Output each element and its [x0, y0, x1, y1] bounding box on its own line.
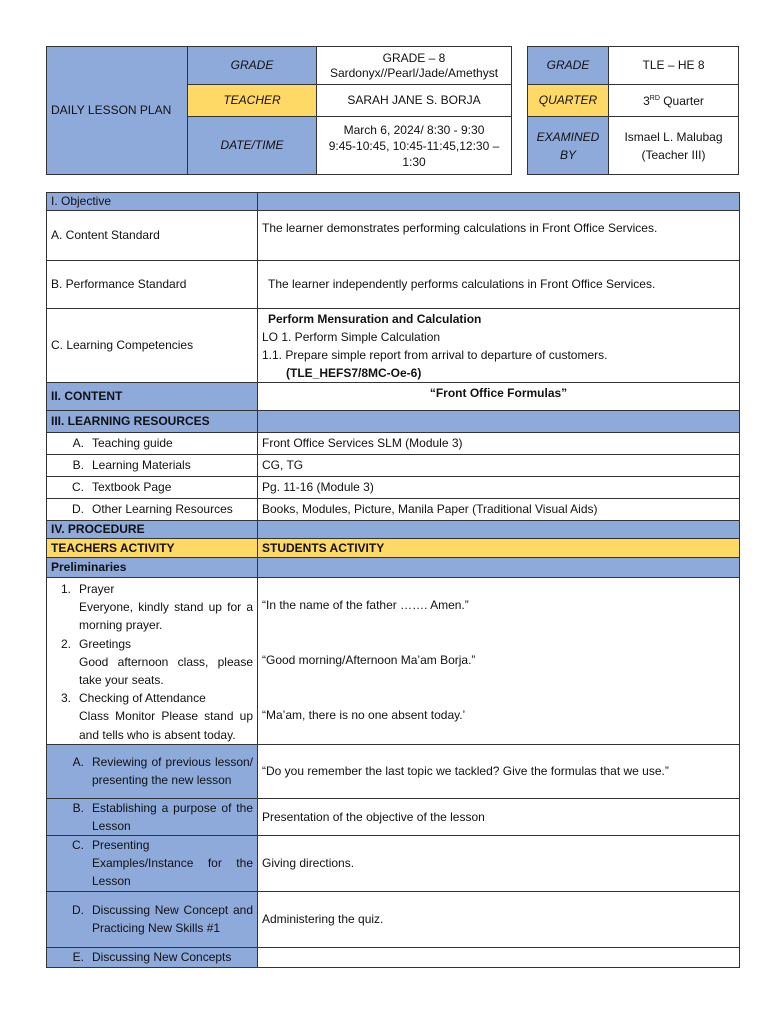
resource-label — [47, 499, 258, 521]
grade-value-line1: GRADE – 8 — [382, 51, 446, 65]
procedure-step-label — [47, 947, 258, 967]
examiner-line2: (Teacher III) — [641, 147, 706, 162]
quarter-word: Quarter — [659, 94, 704, 109]
datetime-label: DATE/TIME — [188, 117, 317, 175]
students-activity-header: STUDENTS ACTIVITY — [258, 539, 740, 558]
resource-mark: B. — [72, 458, 84, 473]
step-label-text: Presenting Examples/Instance for the Lesson — [92, 838, 253, 889]
preliminaries-heading: Preliminaries — [47, 558, 258, 578]
prelim-title: Greetings — [79, 636, 132, 651]
competency-title: Perform Mensuration and Calculation — [268, 311, 482, 326]
content-value: “Front Office Formulas” — [258, 383, 740, 411]
examined-label — [528, 117, 609, 175]
teacher-label: TEACHER — [188, 85, 317, 117]
prelim-num: 2. — [60, 636, 71, 651]
step-label-text: Discussing New Concepts — [92, 950, 232, 965]
right-grade-label: GRADE — [528, 47, 609, 85]
resource-label — [47, 433, 258, 455]
teacher-value: SARAH JANE S. BORJA — [317, 85, 512, 117]
competencies-label: C. Learning Competencies — [47, 309, 258, 383]
resource-mark: C. — [72, 480, 84, 495]
procedure-step-student: Presentation of the objective of the lesson — [258, 798, 740, 835]
resources-heading: III. LEARNING RESOURCES — [47, 411, 258, 433]
step-label-text: Discussing New Concept and Practicing New Skills #1 — [92, 903, 253, 936]
prelim-detail: Good afternoon class, please take your seats. — [79, 654, 253, 688]
resource-label-text: Textbook Page — [92, 480, 172, 495]
procedure-heading-fill — [258, 521, 740, 539]
procedure-step-row — [47, 798, 740, 835]
resource-label-text: Other Learning Resources — [92, 502, 233, 517]
procedure-step-student: Giving directions. — [258, 835, 740, 891]
prelim-detail: Class Monitor Please stand up and tells who is absent today. — [79, 709, 253, 742]
prelim-title: Checking of Attendance — [79, 691, 206, 706]
grade-label: GRADE — [188, 47, 317, 85]
resource-label-text: Learning Materials — [92, 458, 191, 473]
prelim-detail: Everyone, kindly stand up for a morning prayer. — [79, 600, 253, 633]
step-mark: B. — [72, 800, 84, 815]
examiner-value — [609, 117, 739, 175]
objective-heading: I. Objective — [47, 193, 258, 211]
prelim-item — [51, 635, 253, 690]
resources-heading-fill — [258, 411, 740, 433]
procedure-step-row — [47, 891, 740, 947]
quarter-value — [609, 85, 739, 117]
procedure-step-label — [47, 835, 258, 891]
resource-value: CG, TG — [258, 455, 740, 477]
procedure-step-student: Administering the quiz. — [258, 891, 740, 947]
performance-standard-text: The learner independently performs calculations in Front Office Services. — [258, 261, 740, 309]
resource-row — [47, 455, 740, 477]
step-label-text: Reviewing of previous lesson/ presenting the new lesson — [92, 755, 253, 788]
resource-label-text: Teaching guide — [92, 436, 173, 451]
procedure-step-label — [47, 744, 258, 798]
prelim-item — [51, 689, 253, 744]
resource-label — [47, 455, 258, 477]
header-right-table — [527, 46, 739, 175]
prelim-student-response: “Ma’am, there is no one absent today.’ — [262, 707, 466, 722]
step-label-text: Establishing a purpose of the Lesson — [92, 800, 253, 833]
step-mark: D. — [72, 903, 84, 918]
resource-value: Books, Modules, Picture, Manila Paper (Traditional Visual Aids) — [258, 499, 740, 521]
procedure-step-student — [258, 947, 740, 967]
prelim-num: 3. — [60, 691, 71, 706]
procedure-step-label — [47, 891, 258, 947]
preliminaries-student-cell — [258, 578, 740, 745]
resource-mark: D. — [72, 502, 84, 517]
examined-label-line1: EXAMINED — [536, 129, 600, 144]
preliminaries-heading-fill — [258, 558, 740, 578]
procedure-step-row — [47, 947, 740, 967]
resource-value: Front Office Services SLM (Module 3) — [258, 433, 740, 455]
content-heading: II. CONTENT — [47, 383, 258, 411]
procedure-heading: IV. PROCEDURE — [47, 521, 258, 539]
grade-value-line2: Sardonyx//Pearl/Jade/Amethyst — [329, 65, 499, 80]
prelim-item — [51, 580, 253, 635]
resource-row — [47, 433, 740, 455]
teachers-activity-header: TEACHERS ACTIVITY — [47, 539, 258, 558]
datetime-line1: March 6, 2024/ 8:30 - 9:30 — [343, 122, 485, 137]
prelim-student-response: “Good morning/Afternoon Ma’am Borja.” — [262, 652, 476, 667]
right-grade-value: TLE – HE 8 — [609, 47, 739, 85]
examined-label-line2: BY — [559, 147, 576, 162]
resource-row — [47, 477, 740, 499]
grade-value — [317, 47, 512, 85]
competency-lo: LO 1. Perform Simple Calculation — [262, 329, 441, 344]
competencies-cell — [258, 309, 740, 383]
plan-title: DAILY LESSON PLAN — [47, 47, 188, 175]
content-standard-label: A. Content Standard — [47, 211, 258, 261]
datetime-line3: 1:30 — [402, 154, 426, 169]
prelim-title: Prayer — [79, 582, 115, 596]
preliminaries-teacher-cell — [47, 578, 258, 745]
quarter-label: QUARTER — [528, 85, 609, 117]
procedure-step-row — [47, 835, 740, 891]
step-mark: E. — [72, 950, 84, 965]
prelim-student-response: “In the name of the father ……. Amen.” — [262, 597, 469, 612]
step-mark: C. — [72, 838, 84, 853]
resource-row — [47, 499, 740, 521]
resource-value: Pg. 11-16 (Module 3) — [258, 477, 740, 499]
quarter-sup: RD — [649, 95, 660, 103]
resource-label — [47, 477, 258, 499]
competency-item: 1.1. Prepare simple report from arrival to departure of customers. — [262, 347, 608, 362]
procedure-step-student: “Do you remember the last topic we tackled? Give the formulas that we use.” — [258, 744, 740, 798]
resource-mark: A. — [72, 436, 84, 451]
lesson-plan-table — [46, 192, 740, 968]
step-mark: A. — [72, 755, 84, 770]
datetime-line2: 9:45-10:45, 10:45-11:45,12:30 – — [328, 138, 500, 153]
content-standard-text: The learner demonstrates performing calculations in Front Office Services. — [258, 211, 740, 261]
examiner-line1: Ismael L. Malubag — [624, 129, 723, 144]
procedure-step-row — [47, 744, 740, 798]
header-left-table — [46, 46, 512, 175]
objective-heading-fill — [258, 193, 740, 211]
datetime-value — [317, 117, 512, 175]
performance-standard-label: B. Performance Standard — [47, 261, 258, 309]
competency-code: (TLE_HEFS7/8MC-Oe-6) — [286, 365, 422, 380]
prelim-num: 1. — [60, 582, 71, 596]
quarter-num: 3 — [643, 94, 650, 109]
procedure-step-label — [47, 798, 258, 835]
